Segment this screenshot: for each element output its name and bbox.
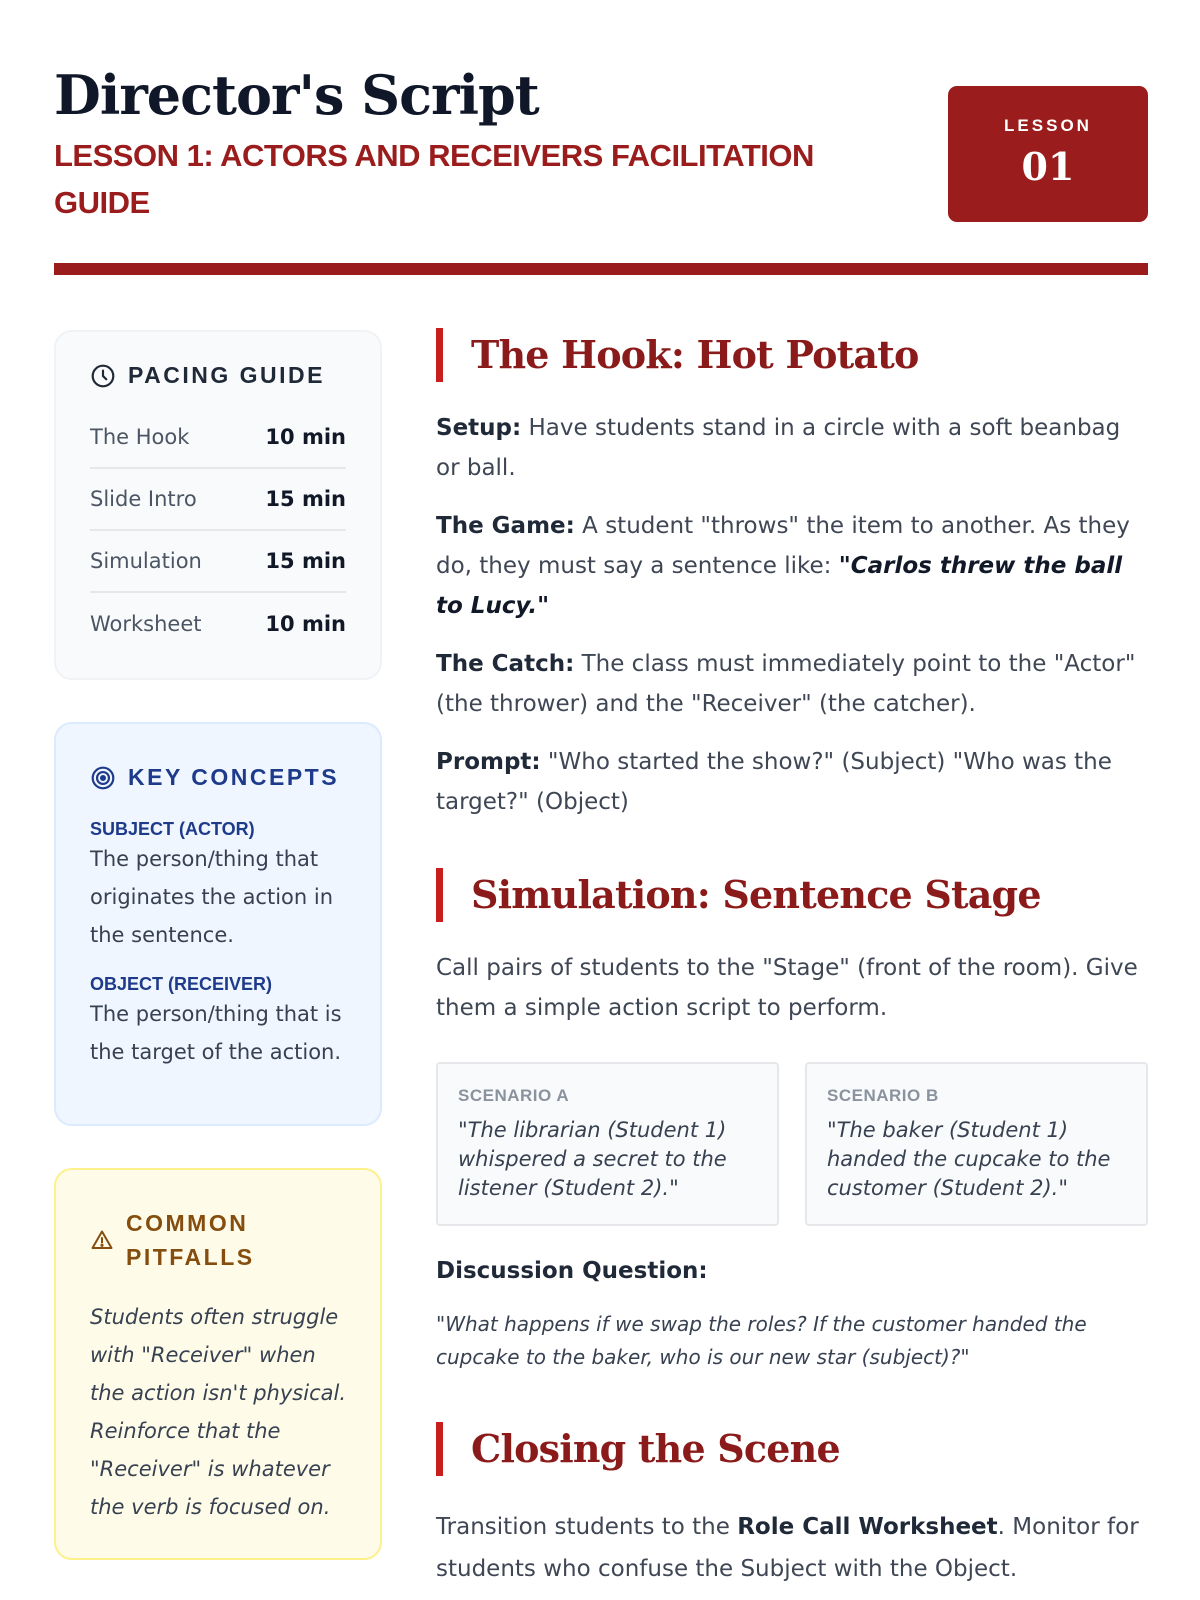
hook-catch <box>436 644 1148 724</box>
key-concepts-card <box>54 722 382 1126</box>
discussion-question-label: Discussion Question: <box>436 1258 708 1284</box>
concept-term: OBJECT (RECEIVER) <box>90 974 273 994</box>
key-concepts-heading <box>90 764 346 791</box>
pacing-activity: Simulation <box>90 549 202 573</box>
pacing-guide-title: PACING GUIDE <box>128 362 325 388</box>
concept-term: SUBJECT (ACTOR) <box>90 819 255 839</box>
pacing-activity: Worksheet <box>90 612 202 636</box>
closing-text-after: . Monitor for students who confuse the Subject with the Object. <box>436 1514 1139 1582</box>
pacing-duration: 15 min <box>265 549 346 573</box>
pacing-activity: Slide Intro <box>90 487 197 511</box>
lesson-badge-label: LESSON <box>1004 116 1092 135</box>
simulation-section-title: Simulation: Sentence Stage <box>436 868 1148 922</box>
hook-prompt <box>436 742 1148 822</box>
common-pitfalls-heading <box>90 1206 346 1274</box>
pacing-guide-heading <box>90 362 346 389</box>
hook-prompt-label: Prompt: <box>436 749 541 775</box>
scenario-list <box>436 1062 1148 1226</box>
pacing-list <box>90 407 346 655</box>
closing-worksheet-name: Role Call Worksheet <box>737 1514 998 1540</box>
closing-text <box>436 1506 1148 1590</box>
scenario-card <box>805 1062 1148 1226</box>
warning-icon <box>90 1228 114 1252</box>
target-icon <box>90 765 116 791</box>
scenario-label: SCENARIO B <box>827 1086 939 1105</box>
common-pitfalls-card <box>54 1168 382 1560</box>
pacing-duration: 10 min <box>265 425 346 449</box>
pacing-row <box>90 593 346 655</box>
hook-setup-text: Have students stand in a circle with a soft beanbag or ball. <box>436 415 1121 481</box>
hook-setup-label: Setup: <box>436 415 522 441</box>
lesson-badge-number: 01 <box>1021 144 1075 189</box>
hook-game-text: A student "throws" the item to another. As they do, they must say a sentence like: <box>436 513 1130 579</box>
pacing-activity: The Hook <box>90 425 190 449</box>
hook-game-label: The Game: <box>436 513 575 539</box>
scenario-text: "The baker (Student 1) handed the cupcake to the customer (Student 2)." <box>827 1118 1111 1200</box>
simulation-intro: Call pairs of students to the "Stage" (front of the room). Give them a simple action script to perform. <box>436 955 1138 1021</box>
scenario-text: "The librarian (Student 1) whispered a secret to the listener (Student 2)." <box>458 1118 727 1200</box>
closing-text-before: Transition students to the <box>436 1514 738 1540</box>
pacing-row <box>90 407 346 469</box>
concept-definition: The person/thing that originates the action in the sentence. <box>90 847 334 947</box>
hook-game-quote: "Carlos threw the ball to Lucy." <box>436 553 1123 619</box>
hook-section-title: The Hook: Hot Potato <box>436 328 1148 382</box>
discussion-question-text: "What happens if we swap the roles? If the customer handed the cupcake to the baker, who is our new star (subject)?" <box>436 1312 1087 1369</box>
pacing-row <box>90 469 346 531</box>
header-divider <box>54 263 1148 275</box>
pacing-duration: 10 min <box>265 612 346 636</box>
hook-catch-text: The class must immediately point to the "Actor" (the thrower) and the "Receiver" (the catcher). <box>436 651 1136 717</box>
concept-definition: The person/thing that is the target of the action. <box>90 1002 342 1064</box>
page-subtitle: LESSON 1: ACTORS AND RECEIVERS FACILITATION GUIDE <box>54 138 814 220</box>
page-title: Director's Script <box>54 63 539 127</box>
hook-game <box>436 506 1148 626</box>
key-concepts-title: KEY CONCEPTS <box>128 764 340 790</box>
common-pitfalls-title: COMMON PITFALLS <box>126 1210 255 1270</box>
pacing-row <box>90 531 346 593</box>
lesson-badge <box>948 86 1148 222</box>
hook-catch-label: The Catch: <box>436 651 575 677</box>
hook-prompt-text: "Who started the show?" (Subject) "Who was the target?" (Object) <box>436 749 1112 815</box>
closing-section-title: Closing the Scene <box>436 1422 1148 1476</box>
pacing-guide-card <box>54 330 382 680</box>
hook-setup <box>436 408 1148 488</box>
scenario-card <box>436 1062 779 1226</box>
pacing-duration: 15 min <box>265 487 346 511</box>
sidebar <box>54 330 382 1560</box>
main-content <box>436 328 1148 1590</box>
clock-icon <box>90 363 116 389</box>
page-header <box>54 60 1148 220</box>
scenario-label: SCENARIO A <box>458 1086 570 1105</box>
pitfall-text: Students often struggle with "Receiver" when the action isn't physical. Reinforce that the "Receiver" is whatever the verb is focused on. <box>90 1305 346 1519</box>
